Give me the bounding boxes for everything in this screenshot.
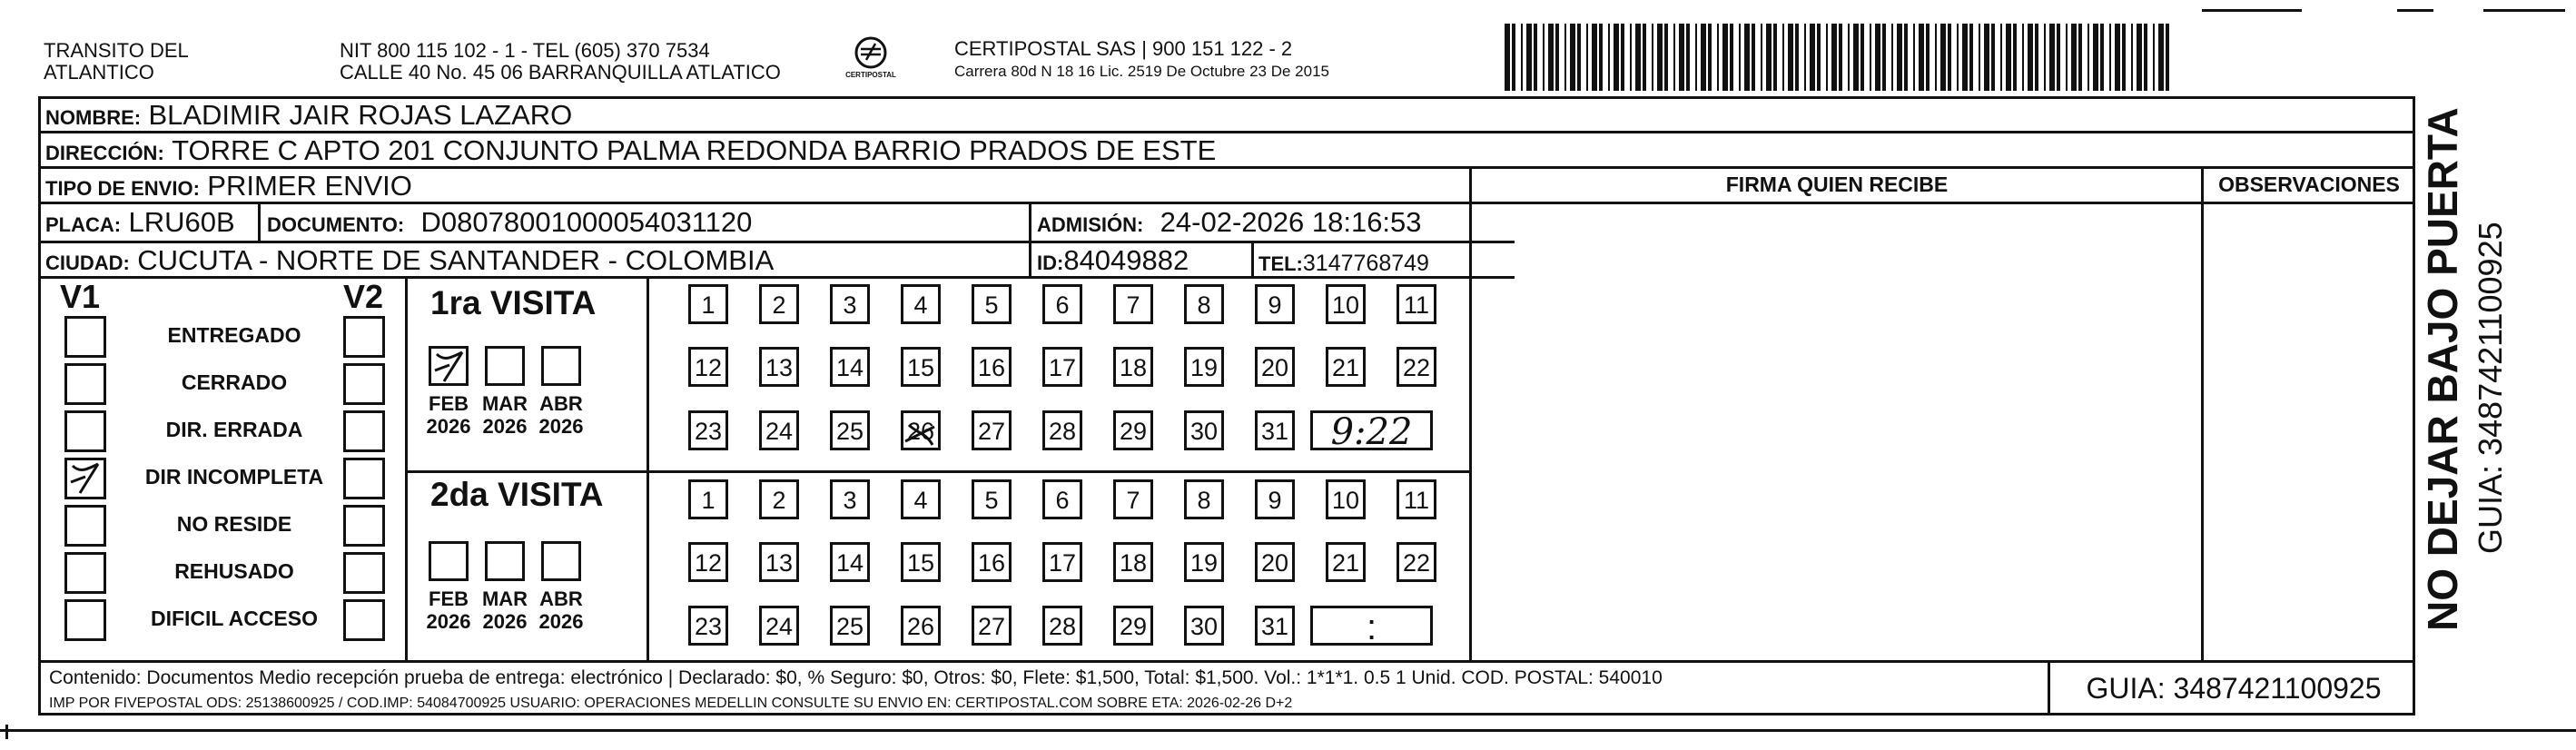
v2-checkbox[interactable] bbox=[343, 599, 385, 641]
recipient-address: TORRE C APTO 201 CONJUNTO PALMA REDONDA BARRIO PRADOS DE ESTE bbox=[172, 134, 1217, 166]
barcode-bar bbox=[1979, 24, 1980, 91]
month-label bbox=[529, 587, 593, 633]
barcode-bar bbox=[1717, 24, 1719, 91]
day-box[interactable]: 5 bbox=[972, 479, 1012, 519]
day-box[interactable]: 29 bbox=[1113, 410, 1153, 450]
v1-checkbox[interactable] bbox=[64, 316, 106, 358]
barcode-bar bbox=[1940, 24, 1946, 91]
courier-line-1: CERTIPOSTAL SAS | 900 151 122 - 2 bbox=[954, 37, 1293, 60]
barcode-bar bbox=[1564, 24, 1566, 91]
v1-label: V1 bbox=[60, 278, 101, 315]
barcode-bar bbox=[1831, 24, 1837, 91]
day-box[interactable]: 17 bbox=[1042, 347, 1082, 387]
day-box[interactable]: 19 bbox=[1184, 347, 1224, 387]
month-checkbox[interactable] bbox=[485, 346, 525, 386]
day-box[interactable]: 3 bbox=[830, 479, 870, 519]
barcode-bar bbox=[2022, 24, 2024, 91]
day-box[interactable]: 4 bbox=[901, 284, 941, 324]
month-name: FEB bbox=[429, 392, 469, 415]
barcode-bar bbox=[1586, 24, 1588, 91]
month-year: 2026 bbox=[426, 415, 471, 438]
barcode-bar bbox=[1679, 24, 1684, 91]
barcode-bar bbox=[2006, 24, 2011, 91]
no-leave-under-door-notice: NO DEJAR BAJO PUERTA bbox=[2419, 107, 2466, 631]
day-box[interactable]: 14 bbox=[830, 347, 870, 387]
status-option-label: CERRADO bbox=[181, 370, 288, 394]
barcode-bar bbox=[1817, 24, 1821, 91]
v2-checkbox[interactable] bbox=[343, 363, 385, 405]
barcode-bar bbox=[1969, 24, 1973, 91]
month-label bbox=[473, 587, 537, 633]
status-option-label: NO RESIDE bbox=[176, 512, 292, 536]
barcode-bar bbox=[1935, 24, 1937, 91]
barcode-bar bbox=[2122, 24, 2126, 91]
v1-checkbox[interactable] bbox=[64, 505, 106, 547]
v1-checkbox[interactable] bbox=[64, 458, 106, 499]
barcode-bar bbox=[1870, 24, 1871, 91]
day-box[interactable]: 24 bbox=[759, 606, 799, 646]
status-option-label: DIR INCOMPLETA bbox=[144, 465, 324, 488]
day-box[interactable]: 12 bbox=[688, 542, 728, 582]
barcode-bar bbox=[2013, 24, 2017, 91]
courier-info bbox=[954, 38, 1329, 82]
v2-checkbox[interactable] bbox=[343, 505, 385, 547]
status-option-label: ENTREGADO bbox=[167, 323, 301, 347]
v1-checkbox[interactable] bbox=[64, 410, 106, 452]
shipment-type-row bbox=[45, 171, 412, 204]
day-box[interactable]: 29 bbox=[1113, 606, 1153, 646]
print-info-line: IMP POR FIVEPOSTAL ODS: 25138600925 / COD.IMP: 54084700925 USUARIO: OPERACIONES MEDELLIN CONSULTE SU ENVIO EN: CERTIPOSTAL.COM SOBRE ETA: 2026-02-26 D+2 bbox=[49, 696, 1293, 711]
barcode-bar bbox=[1891, 24, 1893, 91]
barcode-bar bbox=[2071, 24, 2077, 91]
day-box[interactable]: 27 bbox=[972, 410, 1012, 450]
day-box[interactable]: 6 bbox=[1042, 479, 1082, 519]
day-box[interactable]: 26 bbox=[901, 410, 941, 450]
issuer-name bbox=[44, 40, 189, 84]
barcode-bar bbox=[2078, 24, 2082, 91]
month-label bbox=[529, 392, 593, 438]
admision-label: ADMISIÓN: bbox=[1037, 213, 1144, 236]
barcode-bar bbox=[1848, 24, 1850, 91]
barcode-bar bbox=[1722, 24, 1728, 91]
barcode-bar bbox=[1926, 24, 1930, 91]
issuer-contact bbox=[340, 40, 781, 84]
day-box[interactable]: 26 bbox=[901, 606, 941, 646]
barcode-bar bbox=[1608, 24, 1610, 91]
day-box[interactable]: 5 bbox=[972, 284, 1012, 324]
barcode-bar bbox=[1739, 24, 1741, 91]
v1-checkbox[interactable] bbox=[64, 363, 106, 405]
day-box[interactable]: 7 bbox=[1113, 479, 1153, 519]
guide-number-side: GUIA: 3487421100925 bbox=[2472, 222, 2509, 554]
tipo-label: TIPO DE ENVIO: bbox=[45, 177, 200, 200]
barcode-bar bbox=[1810, 24, 1815, 91]
day-box[interactable]: 9 bbox=[1255, 479, 1295, 519]
day-box[interactable]: 15 bbox=[901, 347, 941, 387]
day-box[interactable]: 13 bbox=[759, 347, 799, 387]
barcode-bar bbox=[1795, 24, 1799, 91]
signature-area[interactable] bbox=[1476, 205, 2198, 657]
barcode-bar bbox=[1657, 24, 1663, 91]
day-box[interactable]: 28 bbox=[1042, 410, 1082, 450]
day-box[interactable]: 28 bbox=[1042, 606, 1082, 646]
recipient-name-row bbox=[45, 100, 572, 133]
barcode-bar bbox=[1686, 24, 1690, 91]
month-year: 2026 bbox=[482, 610, 528, 633]
month-name: MAR bbox=[481, 392, 528, 415]
day-box[interactable]: 25 bbox=[830, 410, 870, 450]
barcode-bar bbox=[2049, 24, 2055, 91]
month-checkbox[interactable] bbox=[429, 346, 469, 386]
day-box[interactable]: 20 bbox=[1255, 347, 1295, 387]
day-box[interactable]: 23 bbox=[688, 606, 728, 646]
month-checkbox[interactable] bbox=[541, 346, 581, 386]
shipment-type: PRIMER ENVIO bbox=[207, 170, 412, 202]
day-box[interactable]: 17 bbox=[1042, 542, 1082, 582]
courier-line-2: Carrera 80d N 18 16 Lic. 2519 De Octubre 23 De 2015 bbox=[954, 63, 1329, 80]
barcode-bar bbox=[1652, 24, 1653, 91]
barcode-bar bbox=[1621, 24, 1624, 91]
month-name: FEB bbox=[429, 587, 469, 610]
barcode-bar bbox=[2087, 24, 2089, 91]
barcode-bar bbox=[1599, 24, 1603, 91]
v1-checkbox[interactable] bbox=[64, 552, 106, 594]
barcode-bar bbox=[1761, 24, 1762, 91]
day-box[interactable]: 6 bbox=[1042, 284, 1082, 324]
barcode-bar bbox=[1839, 24, 1842, 91]
day-box[interactable]: 3 bbox=[830, 284, 870, 324]
barcode-bar bbox=[1695, 24, 1697, 91]
time-box[interactable]: : bbox=[1310, 606, 1433, 646]
month-year: 2026 bbox=[482, 415, 528, 438]
day-box[interactable]: 2 bbox=[759, 284, 799, 324]
documento-cell bbox=[267, 207, 752, 241]
barcode-bar bbox=[1875, 24, 1880, 91]
day-box[interactable]: 21 bbox=[1326, 542, 1366, 582]
barcode-bar bbox=[1948, 24, 1951, 91]
tel-value: 3147768749 bbox=[1302, 251, 1429, 276]
barcode-bar bbox=[2057, 24, 2060, 91]
day-box[interactable]: 2 bbox=[759, 479, 799, 519]
time-box[interactable]: 9:22 bbox=[1310, 410, 1433, 450]
day-box[interactable]: 13 bbox=[759, 542, 799, 582]
barcode-bar bbox=[2066, 24, 2068, 91]
month-checkbox[interactable] bbox=[485, 541, 525, 581]
barcode-bar bbox=[2131, 24, 2133, 91]
id-cell bbox=[1037, 245, 1189, 279]
month-name: ABR bbox=[539, 587, 583, 610]
placa-label: PLACA: bbox=[45, 213, 122, 236]
observations-area[interactable] bbox=[2207, 205, 2413, 657]
barcode-bar bbox=[1730, 24, 1733, 91]
barcode-bar bbox=[1543, 24, 1545, 91]
month-label bbox=[417, 587, 480, 633]
first-visit-label: 1ra VISITA bbox=[430, 284, 597, 321]
signature-header: FIRMA QUIEN RECIBE bbox=[1725, 173, 1949, 196]
day-box[interactable]: 20 bbox=[1255, 542, 1295, 582]
logo-text: CERTIPOSTAL bbox=[845, 71, 896, 79]
barcode-bar bbox=[1826, 24, 1828, 91]
barcode-bar bbox=[1773, 24, 1777, 91]
issuer-line-2: ATLANTICO bbox=[44, 61, 154, 84]
barcode-bar bbox=[1904, 24, 1908, 91]
day-box[interactable]: 22 bbox=[1397, 347, 1436, 387]
city-value: CUCUTA - NORTE DE SANTANDER - COLOMBIA bbox=[137, 244, 775, 276]
barcode-bar bbox=[2137, 24, 2142, 91]
barcode-bar bbox=[1782, 24, 1784, 91]
barcode-bar bbox=[1860, 24, 1864, 91]
day-box[interactable]: 7 bbox=[1113, 284, 1153, 324]
barcode-bar bbox=[2166, 24, 2169, 91]
day-box[interactable]: 31 bbox=[1255, 410, 1295, 450]
barcode-bar bbox=[2035, 24, 2038, 91]
barcode-bar bbox=[1766, 24, 1772, 91]
barcode-bar bbox=[1505, 24, 1510, 91]
barcode-bar bbox=[2109, 24, 2111, 91]
barcode-bar bbox=[1512, 24, 1515, 91]
day-box[interactable]: 8 bbox=[1184, 479, 1224, 519]
ciudad-label: CIUDAD: bbox=[45, 252, 130, 274]
day-box[interactable]: 30 bbox=[1184, 410, 1224, 450]
barcode-bar bbox=[1643, 24, 1646, 91]
barcode-bar bbox=[2044, 24, 2046, 91]
day-box[interactable]: 16 bbox=[972, 542, 1012, 582]
placa-cell bbox=[45, 207, 235, 241]
barcode-bar bbox=[1962, 24, 1968, 91]
barcode-bar bbox=[2153, 24, 2155, 91]
barcode-bar bbox=[2028, 24, 2033, 91]
day-box[interactable]: 22 bbox=[1397, 542, 1436, 582]
v1-checkbox[interactable] bbox=[64, 599, 106, 641]
barcode-bar bbox=[1991, 24, 1995, 91]
month-label bbox=[473, 392, 537, 438]
month-year: 2026 bbox=[426, 610, 471, 633]
barcode-bar bbox=[1708, 24, 1712, 91]
barcode-bar bbox=[2115, 24, 2120, 91]
v2-checkbox[interactable] bbox=[343, 458, 385, 499]
barcode-bar bbox=[1592, 24, 1597, 91]
v2-checkbox[interactable] bbox=[343, 552, 385, 594]
barcode-bar bbox=[1853, 24, 1859, 91]
day-box[interactable]: 1 bbox=[688, 479, 728, 519]
guide-number-footer: GUIA: 3487421100925 bbox=[2086, 672, 2382, 705]
barcode-bar bbox=[1673, 24, 1675, 91]
day-box[interactable]: 30 bbox=[1184, 606, 1224, 646]
day-box[interactable]: 31 bbox=[1255, 606, 1295, 646]
barcode-bar bbox=[1744, 24, 1750, 91]
day-box[interactable]: 27 bbox=[972, 606, 1012, 646]
id-label: ID: bbox=[1037, 252, 1064, 274]
nit-line: NIT 800 115 102 - 1 - TEL (605) 370 7534 bbox=[340, 39, 710, 62]
barcode-bar bbox=[1570, 24, 1575, 91]
barcode-bar bbox=[2100, 24, 2104, 91]
day-box[interactable]: 11 bbox=[1397, 284, 1436, 324]
month-year: 2026 bbox=[538, 610, 584, 633]
certipostal-logo bbox=[839, 35, 903, 87]
barcode-bar bbox=[1897, 24, 1902, 91]
day-box[interactable]: 4 bbox=[901, 479, 941, 519]
day-box[interactable]: 18 bbox=[1113, 347, 1153, 387]
admision-cell bbox=[1037, 207, 1422, 241]
month-year: 2026 bbox=[538, 415, 584, 438]
barcode-bar bbox=[1664, 24, 1668, 91]
v2-checkbox[interactable] bbox=[343, 316, 385, 358]
day-box[interactable]: 9 bbox=[1255, 284, 1295, 324]
status-option-label: DIR. ERRADA bbox=[165, 418, 303, 441]
barcode-bar bbox=[1957, 24, 1959, 91]
barcode-bar bbox=[2000, 24, 2002, 91]
id-value: 84049882 bbox=[1063, 244, 1189, 276]
barcode-bar bbox=[1788, 24, 1793, 91]
month-label bbox=[417, 392, 480, 438]
placa-value: LRU60B bbox=[128, 206, 235, 238]
day-box[interactable]: 11 bbox=[1397, 479, 1436, 519]
documento-label: DOCUMENTO: bbox=[267, 213, 405, 236]
day-box[interactable]: 10 bbox=[1326, 479, 1366, 519]
v2-checkbox[interactable] bbox=[343, 410, 385, 452]
recipient-name: BLADIMIR JAIR ROJAS LAZARO bbox=[148, 99, 573, 131]
day-box[interactable]: 1 bbox=[688, 284, 728, 324]
tel-cell bbox=[1258, 247, 1429, 280]
day-box[interactable]: 18 bbox=[1113, 542, 1153, 582]
barcode-bar bbox=[1555, 24, 1559, 91]
tel-label: TEL: bbox=[1258, 252, 1303, 275]
day-box[interactable]: 19 bbox=[1184, 542, 1224, 582]
day-box[interactable]: 21 bbox=[1326, 347, 1366, 387]
month-name: MAR bbox=[481, 587, 528, 610]
day-box[interactable]: 8 bbox=[1184, 284, 1224, 324]
barcode-bar bbox=[1804, 24, 1806, 91]
nombre-label: NOMBRE: bbox=[45, 106, 142, 129]
issuer-line-1: TRANSITO DEL bbox=[44, 39, 189, 62]
v2-label: V2 bbox=[343, 278, 384, 315]
address-row bbox=[45, 135, 1216, 169]
day-box[interactable]: 14 bbox=[830, 542, 870, 582]
barcode-bar bbox=[1521, 24, 1523, 91]
day-box[interactable]: 10 bbox=[1326, 284, 1366, 324]
barcode-bar bbox=[1548, 24, 1554, 91]
barcode-bar bbox=[2144, 24, 2147, 91]
contents-line: Contenido: Documentos Medio recepción prueba de entrega: electrónico | Declarado: $0, % Seguro: $0, Otros: $0, Flete: $1,500, Total: $1,500. Vol.: 1*1*1. 0.5 1 Unid. COD. POSTAL: 540010 bbox=[49, 667, 1663, 688]
barcode-bar bbox=[1984, 24, 1989, 91]
day-box[interactable]: 24 bbox=[759, 410, 799, 450]
barcode-bar bbox=[1614, 24, 1619, 91]
barcode-bar bbox=[2093, 24, 2098, 91]
barcode-bar bbox=[2158, 24, 2164, 91]
month-checkbox[interactable] bbox=[429, 541, 469, 581]
day-box[interactable]: 23 bbox=[688, 410, 728, 450]
barcode-bar bbox=[1630, 24, 1632, 91]
day-box[interactable]: 12 bbox=[688, 347, 728, 387]
city-row bbox=[45, 245, 774, 279]
barcode-bar bbox=[1526, 24, 1532, 91]
barcode-bar bbox=[1701, 24, 1706, 91]
barcode bbox=[1503, 24, 2180, 91]
day-box[interactable]: 15 bbox=[901, 542, 941, 582]
barcode-bar bbox=[1882, 24, 1886, 91]
status-option-label: DIFICIL ACCESO bbox=[150, 607, 318, 630]
second-visit-label: 2da VISITA bbox=[430, 476, 604, 513]
barcode-bar bbox=[1577, 24, 1581, 91]
day-box[interactable]: 16 bbox=[972, 347, 1012, 387]
month-checkbox[interactable] bbox=[541, 541, 581, 581]
barcode-bar bbox=[1534, 24, 1537, 91]
barcode-bar bbox=[1919, 24, 1924, 91]
month-name: ABR bbox=[539, 392, 583, 415]
barcode-bar bbox=[1752, 24, 1755, 91]
documento-value: D08078001000054031120 bbox=[420, 206, 753, 238]
address-line: CALLE 40 No. 45 06 BARRANQUILLA ATLATICO bbox=[340, 61, 781, 84]
day-box[interactable]: 25 bbox=[830, 606, 870, 646]
direccion-label: DIRECCIÓN: bbox=[45, 142, 164, 164]
barcode-bar bbox=[1635, 24, 1641, 91]
observations-header: OBSERVACIONES bbox=[2218, 173, 2400, 196]
admision-value: 24-02-2026 18:16:53 bbox=[1160, 206, 1422, 238]
barcode-bar bbox=[1913, 24, 1915, 91]
status-option-label: REHUSADO bbox=[174, 559, 294, 583]
